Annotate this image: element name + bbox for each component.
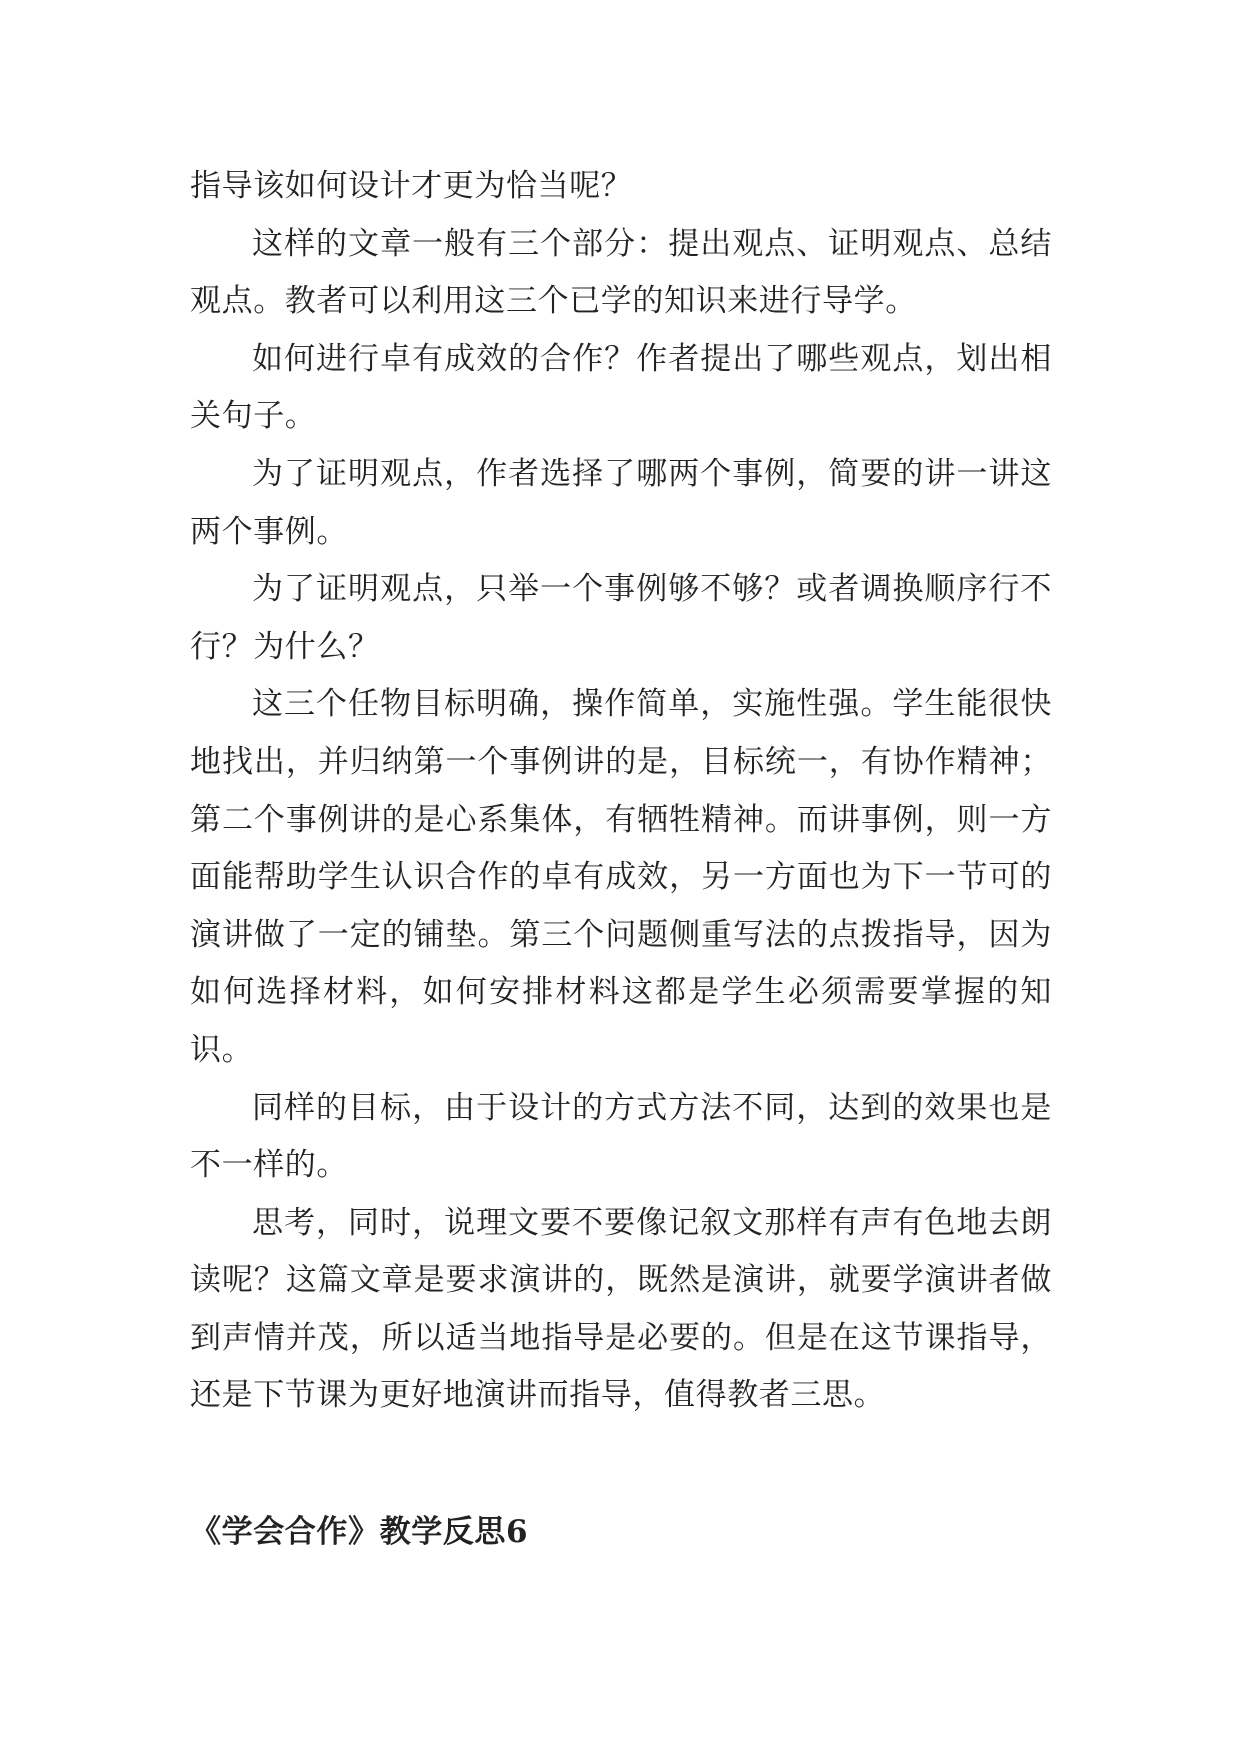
paragraph-continuation: 指导该如何设计才更为恰当呢？	[190, 168, 633, 204]
paragraph-analysis: 这三个任物目标明确，操作简单，实施性强。学生能很快地找出，并归纳第一个事例讲的是，目标统一，有协作精神；第二个事例讲的是心系集体，有牺牲精神。而讲事例，则一方面能帮助学生认识合作的卓有成效，另一方面也为下一节可的演讲做了一定的铺垫。第三个问题侧重写法的点拨指导，因为如何选择材料，如何安排材料这都是学生必须需要掌握的知识。	[190, 686, 1052, 1068]
body-text	[190, 158, 1052, 1425]
paragraph-question-1: 如何进行卓有成效的合作？作者提出了哪些观点，划出相关句子。	[190, 340, 1052, 435]
paragraph-structure: 这样的文章一般有三个部分：提出观点、证明观点、总结观点。教者可以利用这三个已学的知识来进行导学。	[190, 225, 1052, 320]
section-heading: 《学会合作》教学反思6	[190, 1514, 529, 1550]
paragraph-question-3: 为了证明观点，只举一个事例够不够？或者调换顺序行不行？为什么？	[190, 571, 1052, 665]
paragraph-reflection: 思考，同时，说理文要不要像记叙文那样有声有色地去朗读呢？这篇文章是要求演讲的，既然是演讲，就要学演讲者做到声情并茂，所以适当地指导是必要的。但是在这节课指导，还是下节课为更好地演讲而指导，值得教者三思。	[190, 1204, 1052, 1414]
paragraph-question-2: 为了证明观点，作者选择了哪两个事例，简要的讲一讲这两个事例。	[190, 455, 1052, 550]
paragraph-conclusion: 同样的目标，由于设计的方式方法不同，达到的效果也是不一样的。	[190, 1089, 1052, 1184]
